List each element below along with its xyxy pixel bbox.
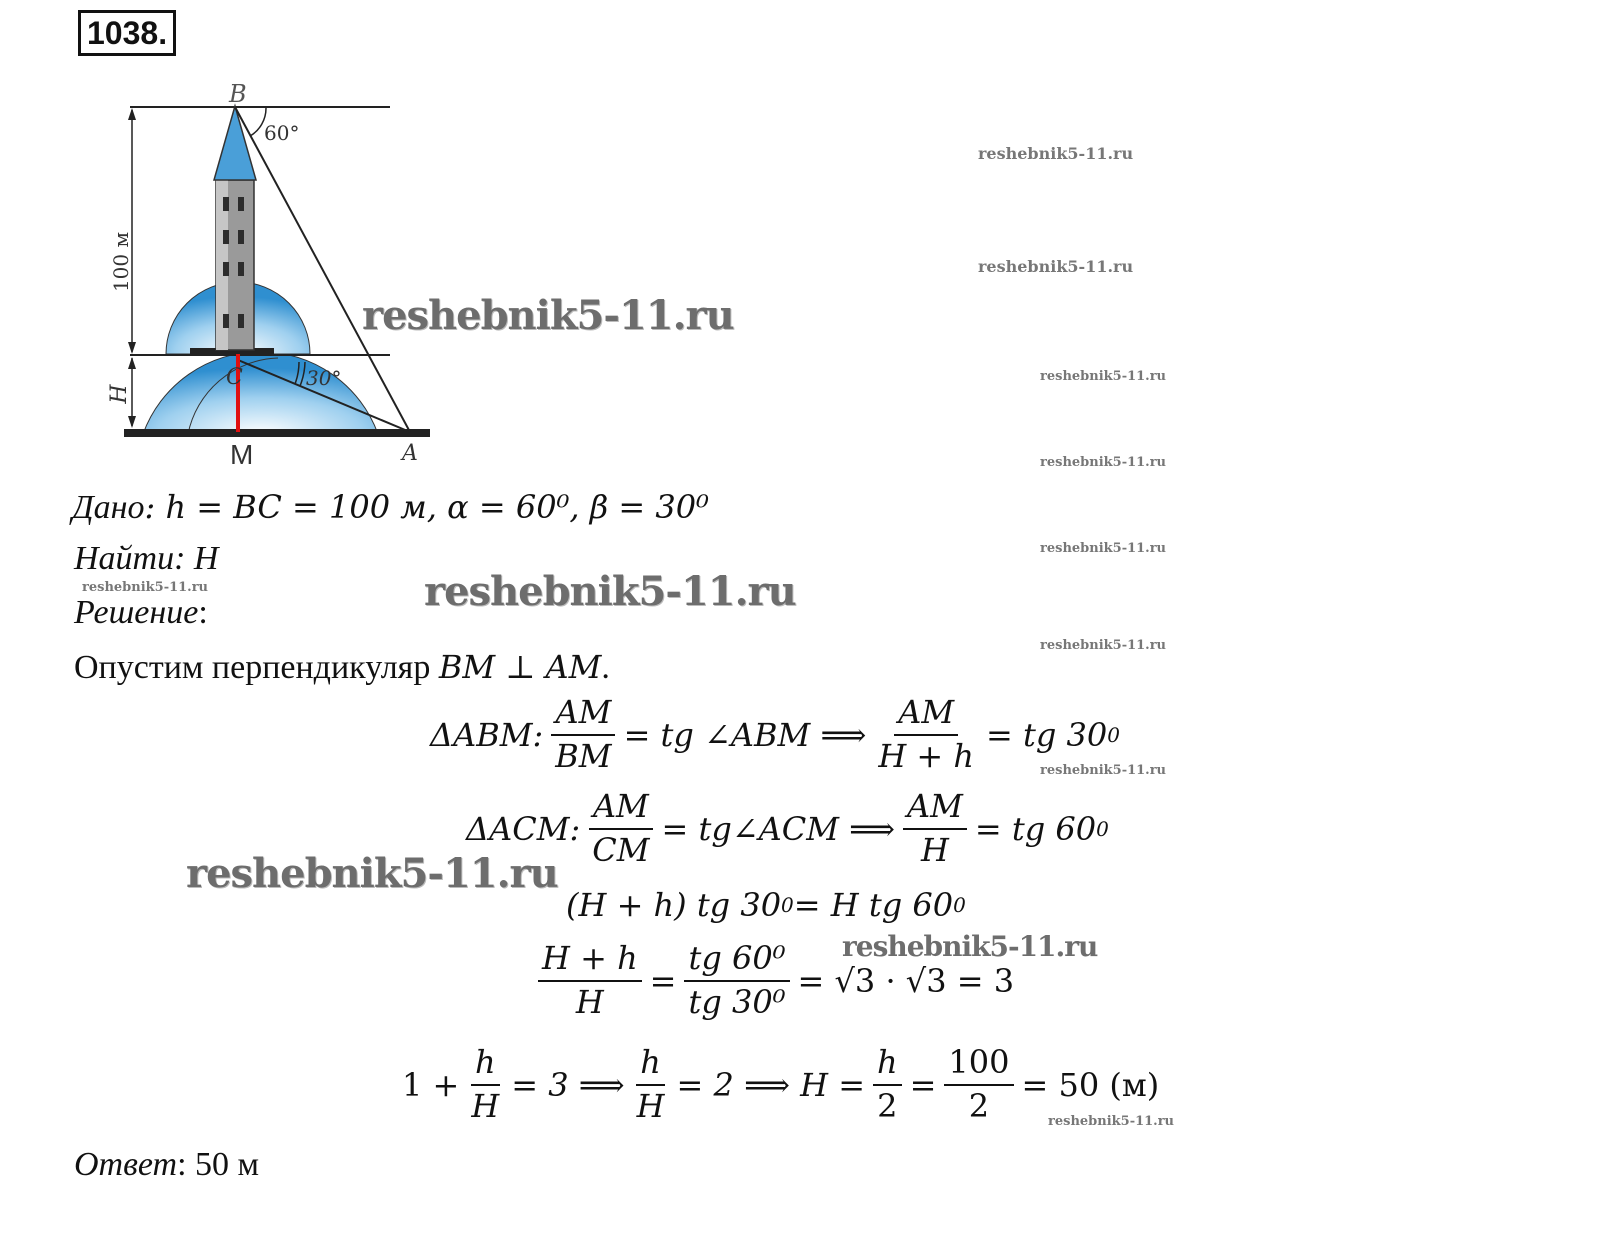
svg-text:H: H — [107, 384, 132, 404]
watermark: reshebnik5-11.ru — [1040, 541, 1167, 556]
ground — [124, 429, 430, 437]
watermark: reshebnik5-11.ru — [1040, 369, 1167, 384]
big-dome — [143, 352, 378, 434]
equation-abm: ΔABM: $\frac{AM}{BM}$ = tg ∠ABM ⟹ $\frac{AM}{H + h}$ = tg 30 0 — [430, 693, 1120, 775]
fraction: $\frac{h}{H}$ — [471, 1043, 500, 1125]
fraction: $\frac{AM}{BM}$ — [551, 696, 615, 773]
tower-figure — [78, 62, 478, 480]
tower-spire — [214, 106, 256, 180]
watermark: reshebnik5-11.ru — [186, 850, 558, 897]
answer-line — [74, 1146, 259, 1184]
given-label: Дано — [72, 489, 145, 526]
svg-text:M: M — [230, 439, 254, 470]
watermark: reshebnik5-11.ru — [362, 292, 734, 339]
svg-text:60°: 60° — [264, 121, 300, 145]
answer-value: : 50 м — [177, 1146, 260, 1183]
watermark: reshebnik5-11.ru — [1040, 455, 1167, 470]
watermark: reshebnik5-11.ru — [1040, 763, 1167, 778]
equation-acm: ΔACM: $\frac{AM}{CM}$ = tg∠ACM ⟹ $\frac{AM}{H}$ = tg 60 0 — [466, 787, 1109, 869]
step-perpendicular: Опустим перпендикуляр BM ⊥ AM. — [74, 648, 610, 686]
watermark: reshebnik5-11.ru — [424, 568, 796, 615]
solution-label: Решение — [74, 594, 199, 631]
fraction: $\frac{100}{2}$ — [944, 1046, 1013, 1123]
given-values: : h = BC = 100 м, α = 60⁰, β = 30⁰ — [144, 488, 709, 526]
fraction: $\frac{AM}{H + h}$ — [878, 693, 974, 775]
fraction: $\frac{h}{H}$ — [636, 1043, 665, 1125]
step-math: BM ⊥ AM — [438, 648, 602, 686]
given-line — [72, 488, 709, 527]
svg-text:C: C — [226, 365, 243, 390]
svg-text:A: A — [402, 441, 418, 466]
find-line — [74, 540, 219, 578]
watermark: reshebnik5-11.ru — [842, 930, 1098, 963]
find-value: : H — [174, 540, 219, 577]
find-label: Найти — [74, 540, 175, 577]
watermark: reshebnik5-11.ru — [1040, 638, 1167, 653]
fraction: $\frac{\text{tg 60⁰}}{\text{tg 30⁰}}$ — [684, 942, 789, 1019]
watermark: reshebnik5-11.ru — [1048, 1114, 1175, 1129]
svg-text:30°: 30° — [306, 366, 342, 390]
svg-text:100 м: 100 м — [109, 231, 133, 293]
fraction: $\frac{h}{2}$ — [873, 1046, 902, 1123]
fraction: $\frac{AM}{H}$ — [903, 790, 967, 867]
equation-tan-relation: (H + h) tg 30 0 = H tg 60 0 — [566, 886, 966, 924]
svg-text:B: B — [229, 80, 247, 108]
solution-colon: : — [198, 594, 208, 631]
step-text: Опустим перпендикуляр — [74, 649, 439, 686]
watermark: reshebnik5-11.ru — [978, 257, 1134, 276]
equation-final: 1 + $\frac{h}{H}$ = 3 ⟹ $\frac{h}{H}$ = 2 ⟹ H = $\frac{h}{2}$ = $\frac{100}{2}$ = 50 (м) — [402, 1043, 1160, 1125]
solution-line — [74, 594, 208, 632]
equation-ratio: $\frac{H + h}{H}$ = $\frac{\text{tg 60⁰}}{\text{tg 30⁰}}$ = √3 · √3 = 3 — [530, 942, 1014, 1019]
problem-number: 1038. — [78, 10, 176, 56]
answer-label: Ответ — [74, 1146, 178, 1183]
watermark: reshebnik5-11.ru — [82, 580, 209, 595]
watermark: reshebnik5-11.ru — [978, 144, 1134, 163]
fraction: $\frac{AM}{CM}$ — [588, 790, 653, 867]
fraction: $\frac{H + h}{H}$ — [538, 942, 642, 1019]
